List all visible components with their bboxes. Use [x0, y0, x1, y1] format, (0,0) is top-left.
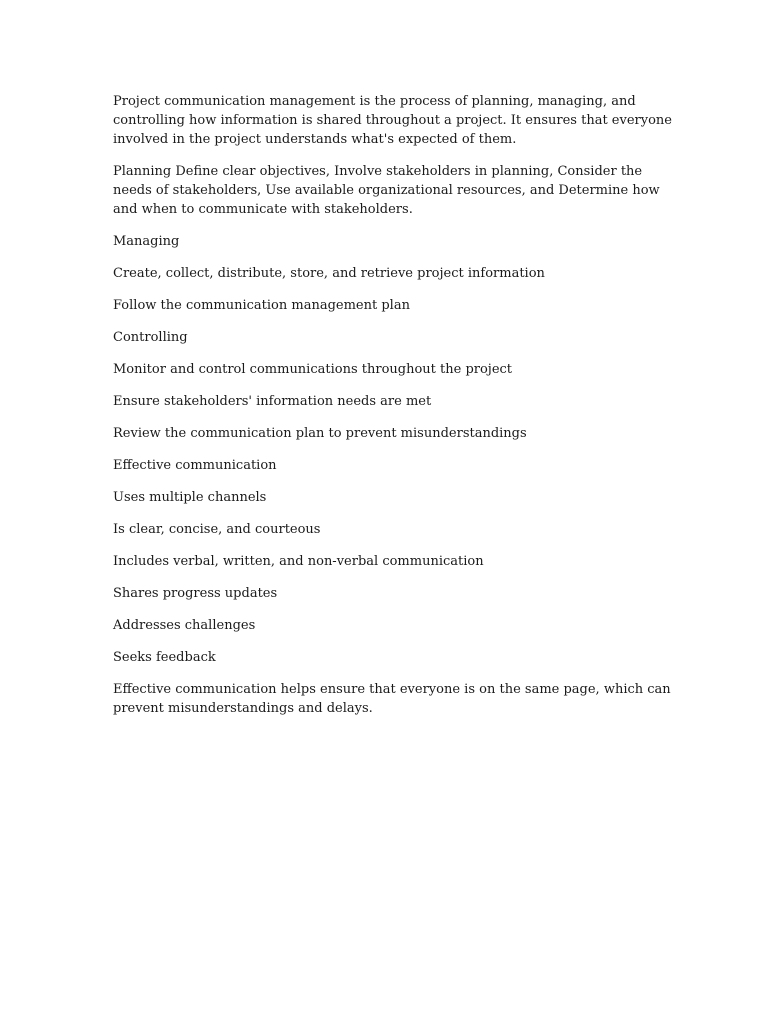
paragraph-controlling-item: Ensure stakeholders' information needs are met: [113, 394, 432, 409]
heading-managing: Managing: [113, 234, 180, 249]
paragraph-conclusion: Effective communication helps ensure that everyone is on the same page, which can prevent misunderstandings and delays.: [113, 682, 671, 716]
paragraph-planning: Planning Define clear objectives, Involve stakeholders in planning, Consider the needs of stakeholders, Use available organizational resources, and Determine how and when to communicate with stakeholders.: [113, 164, 660, 217]
paragraph-effective-item: Is clear, concise, and courteous: [113, 522, 321, 537]
paragraph-intro: Project communication management is the process of planning, managing, and controlling how information is shared throughout a project. It ensures that everyone involved in the project understands what's expected of them.: [113, 94, 672, 147]
document-page: [113, 92, 673, 731]
heading-effective-communication: Effective communication: [113, 458, 277, 473]
paragraph-effective-item: Uses multiple channels: [113, 490, 267, 505]
paragraph-effective-item: Seeks feedback: [113, 650, 216, 665]
paragraph-controlling-item: Review the communication plan to prevent misunderstandings: [113, 426, 527, 441]
paragraph-controlling-item: Monitor and control communications throughout the project: [113, 362, 513, 377]
heading-controlling: Controlling: [113, 330, 188, 345]
paragraph-managing-item: Create, collect, distribute, store, and retrieve project information: [113, 266, 545, 281]
paragraph-managing-item: Follow the communication management plan: [113, 298, 410, 313]
paragraph-effective-item: Includes verbal, written, and non-verbal communication: [113, 554, 484, 569]
paragraph-effective-item: Addresses challenges: [113, 618, 256, 633]
paragraph-effective-item: Shares progress updates: [113, 586, 278, 601]
